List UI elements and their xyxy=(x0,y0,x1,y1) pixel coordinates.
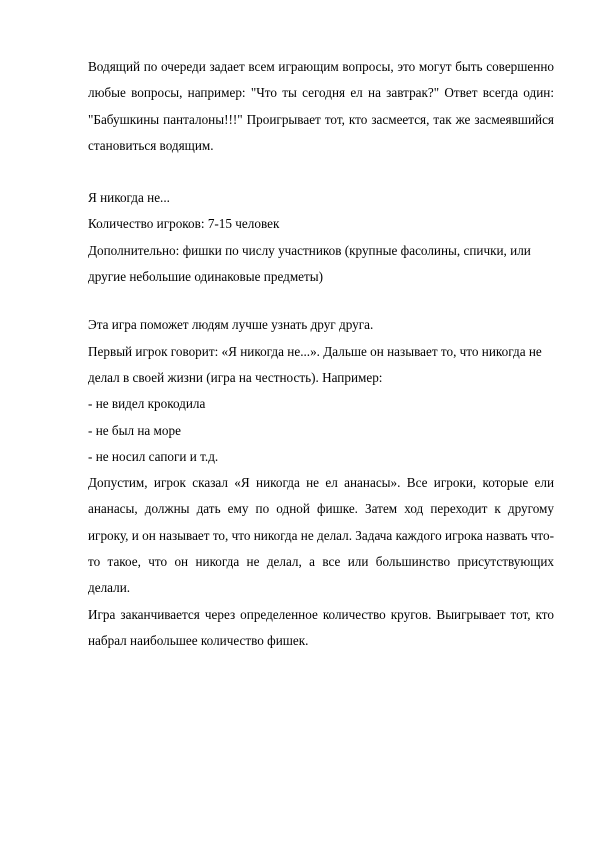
paragraph-spacer xyxy=(88,290,554,312)
document-body xyxy=(88,54,554,654)
paragraph-spacer xyxy=(88,159,554,185)
game-purpose: Эта игра поможет людям лучше узнать друг друга. xyxy=(88,317,374,333)
example-item: - не видел крокодила xyxy=(88,396,206,412)
game-end: Игра заканчивается через определенное количество кругов. Выигрывает тот, кто набрал наибольшее количество фишек. xyxy=(88,606,554,648)
first-player-rule: Первый игрок говорит: «Я никогда не...». Дальше он называет то, что никогда не делал в своей жизни (игра на честность). Например: xyxy=(88,343,542,385)
example-item: - не был на море xyxy=(88,422,181,438)
additional-items: Дополнительно: фишки по числу участников (крупные фасолины, спички, или другие небольшие одинаковые предметы) xyxy=(88,242,531,285)
players-count: Количество игроков: 7-15 человек xyxy=(88,216,280,232)
intro-paragraph: Водящий по очереди задает всем играющим вопросы, это могут быть совершенно любые вопросы, например: "Что ты сегодня ел на завтрак?" Ответ всегда один: "Бабушкины панталоны!!!" Проигрывает тот, кто засмеется, так же засмеявшийся становиться водящим. xyxy=(88,59,554,153)
example-explanation: Допустим, игрок сказал «Я никогда не ел ананасы». Все игроки, которые ели ананасы, должны дать ему по одной фишке. Затем ход переходит к другому игроку, и он называет то, что никогда не делал. Задача каждого игрока назвать что-то такое, что он никогда не делал, а все или большинство присутствующих делали. xyxy=(88,475,554,596)
example-item: - не носил сапоги и т.д. xyxy=(88,448,219,464)
game-title: Я никогда не... xyxy=(88,190,170,206)
